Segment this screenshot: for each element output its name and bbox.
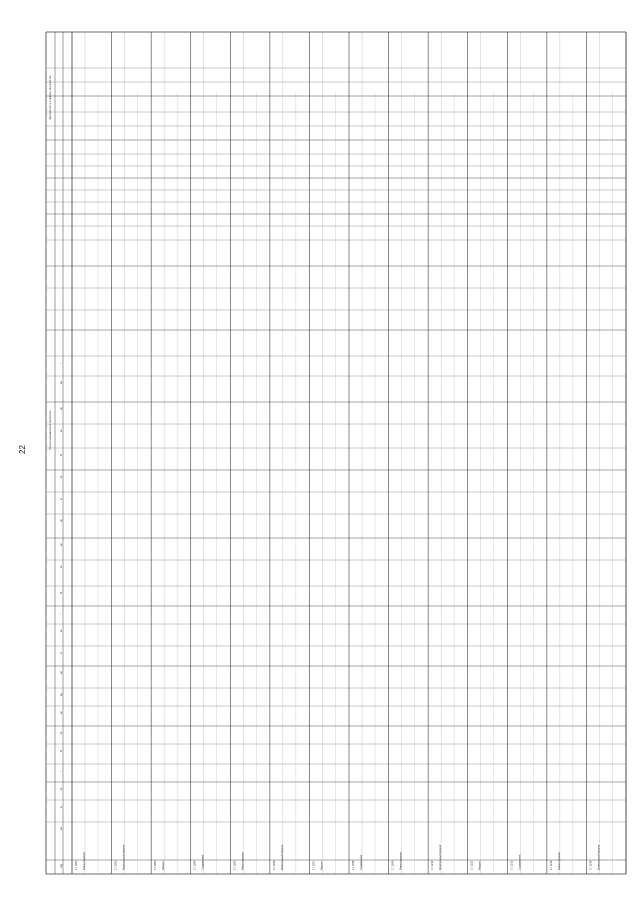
row-code: 17 1211 xyxy=(470,860,474,870)
row-name: Содержание xyxy=(201,854,205,870)
column-header: м³ xyxy=(60,731,63,734)
column-header: м³ xyxy=(60,565,63,568)
column-header: шт xyxy=(60,542,63,546)
column-header: м² xyxy=(60,475,63,478)
column-header: шт xyxy=(60,710,63,714)
row-name: Ремонт xyxy=(320,861,324,870)
row-code: 17 1207 xyxy=(312,860,316,870)
column-header: т xyxy=(60,612,63,614)
column-header: км xyxy=(60,381,63,384)
column-header: % xyxy=(60,749,63,752)
row-code: 17 1213 xyxy=(549,860,553,870)
row-name: Капитальный ремонт xyxy=(597,844,601,870)
header-group-left: Технико-экономические показатели xyxy=(49,410,52,450)
column-header: км xyxy=(60,827,63,830)
column-header: ед xyxy=(60,693,63,696)
row-name: Содержание xyxy=(518,854,522,870)
row-name: Капитальный ремонт xyxy=(122,844,126,870)
column-header: ед xyxy=(60,407,63,410)
row-code: 17 1201 xyxy=(75,860,78,870)
row-name: Ремонт xyxy=(478,861,482,870)
table-grid xyxy=(46,32,626,874)
column-header: % xyxy=(60,591,63,594)
row-code: 17 1204 xyxy=(193,860,197,870)
row-code: 17 1214 xyxy=(589,860,593,870)
row-name: Реконструкция xyxy=(399,852,403,870)
row-code: 17 1205 xyxy=(233,860,237,870)
row-name: Реконструкция xyxy=(83,852,86,870)
row-code: 17 1209 xyxy=(391,860,395,870)
row-name: Ремонт xyxy=(162,861,166,870)
row-code: 17 1206 xyxy=(272,860,276,870)
row-code: 17 1202 xyxy=(114,860,118,870)
column-header: м² xyxy=(60,787,63,790)
page-number: 22 xyxy=(17,445,27,454)
row-name: Содержание xyxy=(360,854,363,870)
row-name: Реконструкция xyxy=(241,852,245,870)
table-labels xyxy=(49,75,600,870)
column-header: м² xyxy=(60,629,63,632)
column-header: т xyxy=(60,770,63,772)
row-code: 17 1208 xyxy=(352,860,355,870)
row-code: 17 1203 xyxy=(154,860,158,870)
header-group-right: Протяженность и уровень обустройства xyxy=(49,75,52,120)
column-header: м xyxy=(60,498,63,500)
row-name: Капитальный ремонт xyxy=(280,844,284,870)
row-code: 17 1212 xyxy=(510,860,514,870)
column-header: т xyxy=(60,362,63,364)
column-header: ед xyxy=(60,519,63,522)
column-header: шт xyxy=(60,428,63,432)
column-header: км xyxy=(60,671,63,674)
column-header: % xyxy=(60,453,63,456)
row-code: 17 1210 xyxy=(431,860,435,870)
column-header: м xyxy=(60,652,63,654)
row-name: Реконструкция xyxy=(557,852,561,870)
column-header: Код xyxy=(60,863,63,868)
column-header: м xyxy=(60,806,63,808)
row-name: Капитальный ремонт xyxy=(439,844,443,870)
